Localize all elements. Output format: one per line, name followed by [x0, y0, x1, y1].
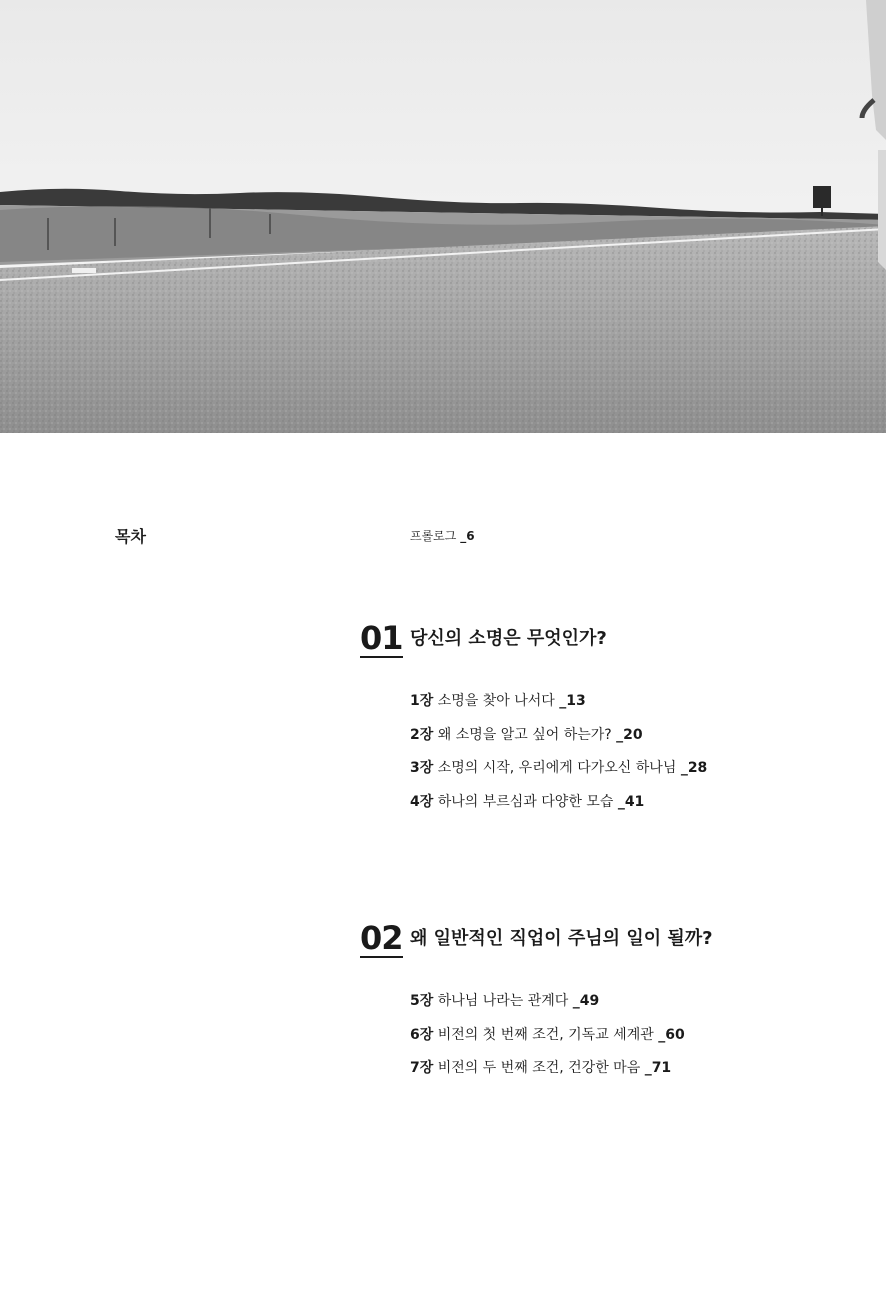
chapter-number: 3장 — [410, 760, 434, 776]
chapter-title: 비전의 첫 번째 조건, 기독교 세계관 — [433, 1026, 659, 1043]
chapter-item[interactable] — [410, 991, 685, 1025]
part-title: 왜 일반적인 직업이 주님의 일이 될까? — [410, 928, 713, 949]
chapter-page: _71 — [644, 1060, 672, 1076]
chapter-page: _60 — [658, 1026, 685, 1043]
chapter-page: _41 — [617, 793, 645, 810]
road-landscape-photo — [0, 0, 886, 433]
part-number: 02 — [360, 919, 403, 957]
chapter-item[interactable] — [410, 691, 707, 725]
chapter-list — [410, 991, 685, 1092]
chapter-title: 비전의 두 번째 조건, 건강한 마음 — [433, 1060, 645, 1076]
chapter-title: 소명의 시작, 우리에게 다가오신 하나님 — [433, 760, 681, 776]
part-title: 당신의 소명은 무엇인가? — [410, 628, 607, 649]
chapter-title: 하나의 부르심과 다양한 모습 — [433, 793, 618, 810]
chapter-item[interactable] — [410, 792, 707, 826]
chapter-page: _13 — [559, 693, 586, 709]
chapter-number: 4장 — [410, 793, 434, 810]
chapter-item[interactable] — [410, 1058, 685, 1092]
chapter-item[interactable] — [410, 758, 707, 792]
chapter-item[interactable] — [410, 1025, 685, 1059]
chapter-page: _20 — [616, 726, 643, 743]
chapter-item[interactable] — [410, 725, 707, 759]
toc-title: 목차 — [115, 527, 146, 546]
prologue-label: 프롤로그 — [410, 529, 461, 543]
prologue-entry[interactable] — [410, 527, 475, 544]
chapter-number: 5장 — [410, 993, 434, 1009]
chapter-number: 2장 — [410, 726, 434, 743]
chapter-number: 1장 — [410, 693, 434, 709]
chapter-number: 7장 — [410, 1060, 434, 1076]
chapter-page: _49 — [572, 993, 600, 1009]
part-number: 01 — [360, 619, 403, 657]
chapter-title: 소명을 찾아 나서다 — [433, 693, 560, 709]
chapter-title: 하나님 나라는 관계다 — [433, 993, 573, 1009]
chapter-number: 6장 — [410, 1026, 434, 1043]
chapter-list — [410, 691, 707, 825]
prologue-page: _6 — [460, 529, 475, 543]
chapter-title: 왜 소명을 알고 싶어 하는가? — [433, 726, 617, 743]
chapter-page: _28 — [680, 760, 708, 776]
